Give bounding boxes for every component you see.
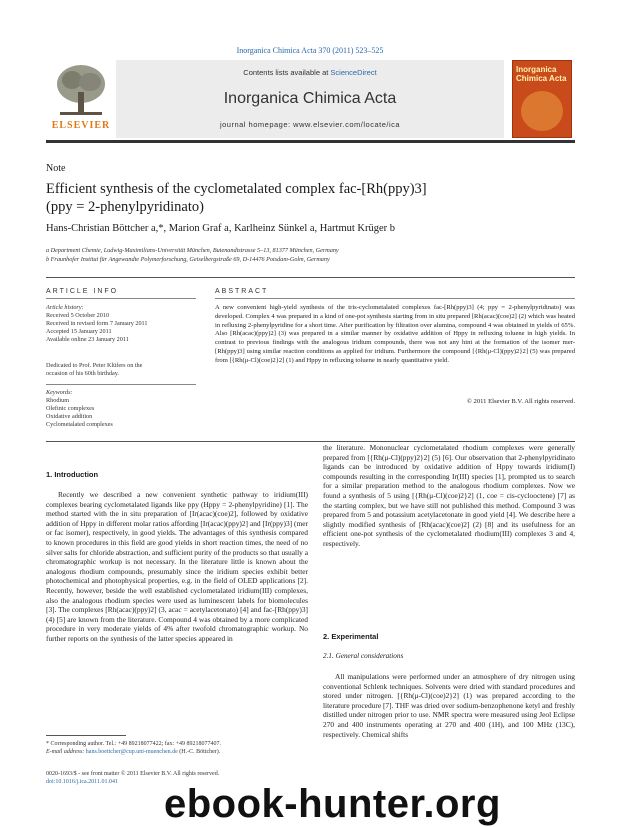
experimental-heading: 2. Experimental	[323, 632, 379, 641]
keyword-item: Oxidative addition	[46, 413, 93, 420]
article-title	[46, 180, 546, 216]
contents-prefix: Contents lists available at	[243, 68, 331, 77]
article-info-heading: ARTICLE INFO	[46, 288, 119, 295]
footnote-rule	[46, 735, 126, 736]
body-rule	[46, 441, 575, 442]
journal-cover	[512, 60, 572, 138]
affiliation-b: b Fraunhofer Institut für Angewandte Polymerforschung, Geiselbergstraße 69, D-14476 Potsdam-Golm, Germany	[46, 256, 330, 263]
affiliation-a: a Department Chemie, Ludwig-Maximilians-Universität München, Butenandtstrasse 5–13, 81377 München, Germany	[46, 247, 339, 254]
elsevier-tree-icon	[54, 62, 108, 118]
keyword-item: Olefinic complexes	[46, 405, 95, 412]
footnote	[46, 740, 221, 756]
cover-art-icon	[521, 91, 563, 131]
keywords-divider	[46, 384, 196, 385]
cover-title: Inorganica Chimica Acta	[516, 65, 567, 83]
publisher-name: ELSEVIER	[51, 120, 111, 131]
article-info-divider	[46, 298, 196, 299]
email-link[interactable]: hans.boettcher@cup.uni-muenchen.de	[85, 749, 178, 755]
abstract-heading: ABSTRACT	[215, 288, 269, 295]
history-online: Available online 23 January 2011	[46, 336, 129, 343]
dedication	[46, 362, 196, 378]
intro-text: Recently we described a new convenient synthetic pathway to iridium(III) complexes bearing cyclometalated ligands like ppy (Hppy = 2-phenylpyridine) [1]. The method started with the in situ preparation of [Ir(acac)(coe)2], followed by oxidative addition of Hppy in different molar ratios affording [Ir(acac)(ppy)2] and [Ir(ppy)3] (mer or fac isomer), respectively, in good yields. The advantages of this synthesis compared to known procedures in this field are good yields in short reaction times, the need of no silver salts for chloride abstraction, and sufficient purity of the products so that usually a chromatographic workup is not necessary. In the literature little is known about the analogous rhodium compounds, presumably since the iridium species exhibit better photochemical and photophysical properties, e.g. in the field of OLED applications [2]. Recently, however, beside the well established cyclometalated iridium(III) complexes, also the analogous rhodium species were used as luminescent labels for biomolecules [3]. The complexes [Rh(acac)(ppy)2] (3, acac = acetylacetonato) [4] and fac-[Rh(ppy)3] (4) [5] are known from the literature. Compound 4 was obtained by a more complicated procedure in very moderate yields of 4% after twofold chromatographic workup. No further reports on the synthesis of the latter species appeared in	[46, 490, 308, 643]
title-line-2: (ppy = 2-phenylpyridinato)	[46, 199, 204, 215]
dedication-line-1: Dedicated to Prof. Peter Klüfers on the	[46, 362, 143, 369]
watermark: ebook-hunter.org	[164, 782, 501, 826]
abstract-divider	[215, 298, 575, 299]
journal-header-box	[116, 60, 504, 138]
experimental-text: All manipulations were performed under an atmosphere of dry nitrogen using conventional Schlenk techniques. Solvents were dried with standard procedures and stored under nitrogen. [{Rh(μ-Cl)(coe)2}2] (1) was prepared according to the literature procedure [7]. THF was dried over sodium-benzophenone ketyl and freshly distilled under nitrogen prior to use. NMR spectra were measured using Jeol Eclipse 270 and 400 instruments operating at 270 and 400 (1H), and 100 MHz (13C), respectively. Chemical shifts	[323, 672, 575, 739]
history-revised: Received in revised form 7 January 2011	[46, 320, 148, 327]
journal-homepage	[116, 120, 504, 129]
info-rule	[46, 277, 575, 278]
doi-link[interactable]: doi:10.1016/j.ica.2011.01.041	[46, 779, 118, 785]
general-considerations-heading: 2.1. General considerations	[323, 652, 404, 660]
title-line-1: Efficient synthesis of the cyclometalated complex fac-[Rh(ppy)3]	[46, 181, 427, 197]
issn-line: 0020-1693/$ - see front matter © 2011 Elsevier B.V. All rights reserved.	[46, 771, 220, 777]
contents-line	[116, 68, 504, 77]
author-list: Hans-Christian Böttcher a,*, Marion Graf a, Karlheinz Sünkel a, Hartmut Krüger b	[46, 223, 396, 234]
history-label: Article history:	[46, 304, 84, 311]
sciencedirect-link[interactable]: ScienceDirect	[330, 68, 377, 77]
article-type: Note	[46, 163, 66, 174]
email-label: E-mail address:	[46, 749, 86, 755]
keyword-item: Rhodium	[46, 397, 70, 404]
abstract-text: A new convenient high-yield synthesis of the tris-cyclometalated complexes fac-[Rh(ppy)3] (4; ppy = 2-phenylpyridinato) was developed. Complex 4 was prepared in a kind of one-pot synthesis starting from in situ prepared [Rh(acac)(coe)2] (2) which was heated in refluxing 2-phenylpyridine for a short time. After purification by filtration over alumina, compound 4 was obtained in yields of 65%. Also [Rh(acac)(ppy)2] (3) was prepared in a similar manner by oxidative addition of Hppy in refluxing toluene in high yields. In contrast to previous findings with the analogous iridium compounds, there was not any hint at the formation of the isomer mer-[Rh(ppy)3] using similar reaction conditions as applied for iridium. Furthermore the compound [{Rh(μ-Cl)(ppy)2}2] (5) was prepared from [{Rh(μ-Cl)(coe)2}2] (1) and Hppy in refluxing toluene in nearly quantitative yield.	[215, 304, 575, 364]
header-rule	[46, 140, 575, 143]
affiliations	[46, 246, 339, 264]
abstract-copyright: © 2011 Elsevier B.V. All rights reserved.	[466, 398, 575, 405]
corresponding-author: * Corresponding author. Tel.: +49 89218077422; fax: +49 89218077407.	[46, 741, 222, 747]
intro-heading: 1. Introduction	[46, 470, 99, 479]
homepage-link[interactable]: www.elsevier.com/locate/ica	[293, 120, 401, 129]
dedication-line-2: occasion of his 60th birthday.	[46, 370, 119, 377]
article-history	[46, 304, 148, 344]
elsevier-logo	[46, 60, 116, 138]
journal-title: Inorganica Chimica Acta	[223, 90, 397, 107]
keywords-label: Keywords:	[46, 389, 73, 396]
homepage-prefix: journal homepage:	[219, 120, 294, 129]
email-suffix: (H.-C. Böttcher).	[177, 749, 221, 755]
history-received: Received 5 October 2010	[46, 312, 110, 319]
keyword-item: Cyclometalated complexes	[46, 421, 113, 428]
history-accepted: Accepted 15 January 2011	[46, 328, 112, 335]
journal-banner	[46, 60, 575, 138]
right-column-text: the literature. Mononuclear cyclometalated rhodium complexes were generally prepared from [{Rh(μ-Cl)(ppy)2}2] (5) [6]. Our observation that 2-phenylpyridinato ligands can be introduced by oxidative addition of Hppy towards iridium(I) compounds resulting in the corresponding Ir(III) species [1], prompted us to search for a similar preparation method to the analogous rhodium complexes. Now we found a synthesis of 5 using [{Rh(μ-Cl)(coe)2}2] (1, coe = cis-cyclooctene) [7] as the starting complex, but we have still not published this method. Compound 3 was prepared from 5 and potassium acetylacetonate in good yield [4]. We describe here a slightly modified synthesis of [Rh(acac)(coe)2] (2) [8] and its usefulness for an efficient one-pot synthesis of the cyclometalated rhodium(III) complexes 3 and 4, respectively.	[323, 443, 575, 548]
journal-citation[interactable]: Inorganica Chimica Acta 370 (2011) 523–525	[236, 46, 384, 55]
email-line	[46, 748, 221, 756]
keywords	[46, 389, 113, 429]
